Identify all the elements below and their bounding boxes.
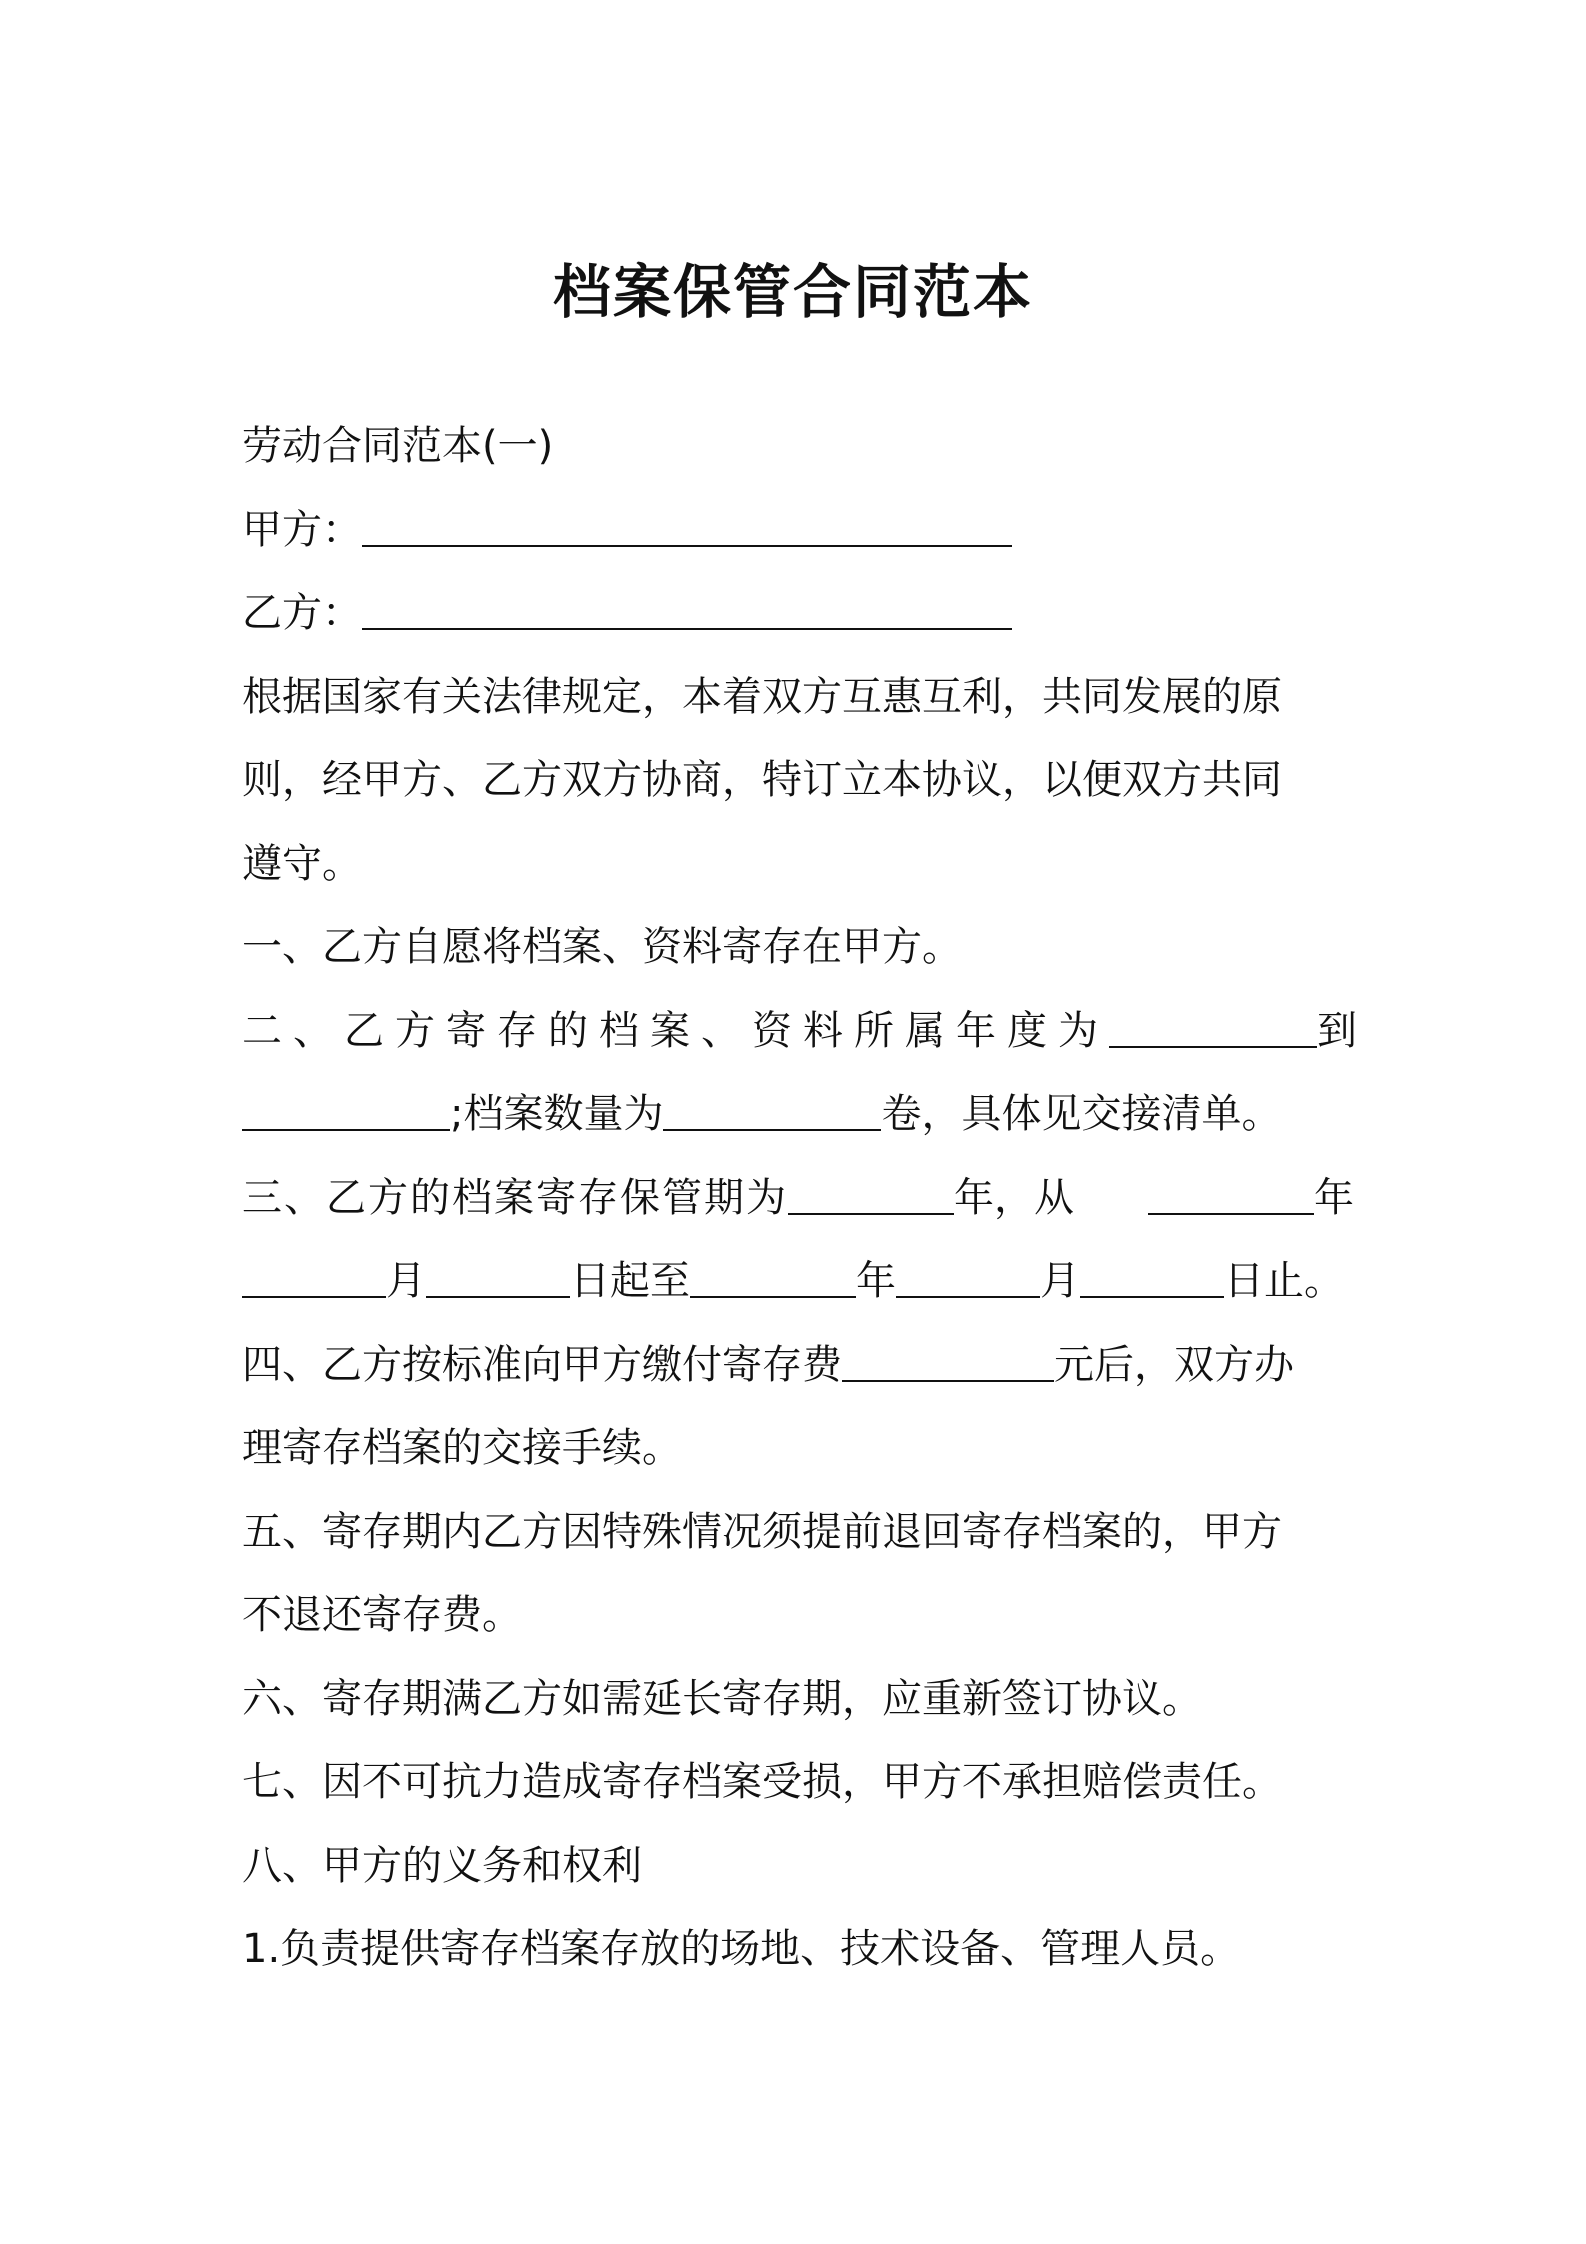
- clause-3-text-3: 年: [1314, 1174, 1354, 1221]
- clause-4-line-1: [242, 1324, 1354, 1408]
- party-b-label: 乙方：: [242, 590, 362, 636]
- clause-2-text-2: 到: [1317, 1007, 1357, 1054]
- clause-3-text-8: 日止。: [1224, 1258, 1344, 1304]
- party-b-blank[interactable]: [362, 584, 1012, 630]
- document-body: [242, 405, 1357, 1992]
- clause-4-fee-blank[interactable]: [842, 1336, 1054, 1382]
- clause-8-item-1: 1.负责提供寄存档案存放的场地、技术设备、管理人员。: [242, 1926, 1241, 1972]
- preamble-line-2: 则，经甲方、乙方双方协商，特订立本协议，以便双方共同: [242, 757, 1282, 803]
- clause-3-start-day-blank[interactable]: [426, 1252, 570, 1298]
- clause-2-year-to-blank[interactable]: [242, 1085, 450, 1131]
- clause-3-period-blank[interactable]: [788, 1169, 954, 1215]
- clause-5-line-2: 不退还寄存费。: [242, 1592, 522, 1638]
- clause-3-end-year-blank[interactable]: [690, 1252, 856, 1298]
- clause-7: 七、因不可抗力造成寄存档案受损，甲方不承担赔偿责任。: [242, 1759, 1282, 1805]
- document-title: 档案保管合同范本: [552, 258, 1033, 326]
- clause-2-text-4: 卷，具体见交接清单。: [881, 1091, 1282, 1137]
- clause-4-text-2: 元后，双方办: [1054, 1341, 1294, 1388]
- clause-3-line-2: [242, 1240, 1354, 1324]
- party-a-blank[interactable]: [362, 501, 1012, 547]
- clause-5-line-1: 五、寄存期内乙方因特殊情况须提前退回寄存档案的，甲方: [242, 1508, 1282, 1555]
- clause-8-heading: 八、甲方的义务和权利: [242, 1842, 642, 1889]
- contract-subtitle: 劳动合同范本(一): [242, 423, 554, 469]
- clause-2-text-1: 二、乙方寄存的档案、资料所属年度为: [242, 1007, 1109, 1054]
- clause-2-text-3: ;档案数量为: [450, 1091, 664, 1137]
- clause-1: 一、乙方自愿将档案、资料寄存在甲方。: [242, 924, 962, 970]
- clause-2-volume-blank[interactable]: [663, 1085, 881, 1131]
- clause-3-text-7: 月: [1040, 1258, 1080, 1304]
- preamble-line-3: 遵守。: [242, 840, 362, 887]
- clause-3-start-month-blank[interactable]: [242, 1252, 386, 1298]
- clause-3-end-day-blank[interactable]: [1080, 1252, 1224, 1298]
- clause-6: 六、寄存期满乙方如需延长寄存期，应重新签订协议。: [242, 1675, 1202, 1722]
- clause-3-line-1: [242, 1157, 1354, 1241]
- clause-4-text-1: 四、乙方按标准向甲方缴付寄存费: [242, 1341, 842, 1388]
- clause-3-text-5: 日起至: [570, 1258, 690, 1304]
- clause-3-text-2: 年，从: [954, 1174, 1074, 1221]
- party-b-line: [242, 572, 1354, 656]
- clause-2-line-1: [242, 990, 1357, 1074]
- clause-2-year-from-blank[interactable]: [1109, 1002, 1317, 1048]
- clause-3-start-year-blank[interactable]: [1148, 1169, 1314, 1215]
- clause-4-line-2: 理寄存档案的交接手续。: [242, 1425, 682, 1471]
- clause-3-text-6: 年: [856, 1258, 896, 1304]
- party-a-line: [242, 489, 1354, 573]
- clause-3-end-month-blank[interactable]: [896, 1252, 1040, 1298]
- preamble-line-1: 根据国家有关法律规定，本着双方互惠互利，共同发展的原: [242, 673, 1282, 720]
- clause-3-text-1: 三、乙方的档案寄存保管期为: [242, 1174, 788, 1221]
- party-a-label: 甲方：: [242, 506, 362, 553]
- clause-3-text-4: 月: [386, 1258, 426, 1304]
- clause-2-line-2: [242, 1073, 1354, 1157]
